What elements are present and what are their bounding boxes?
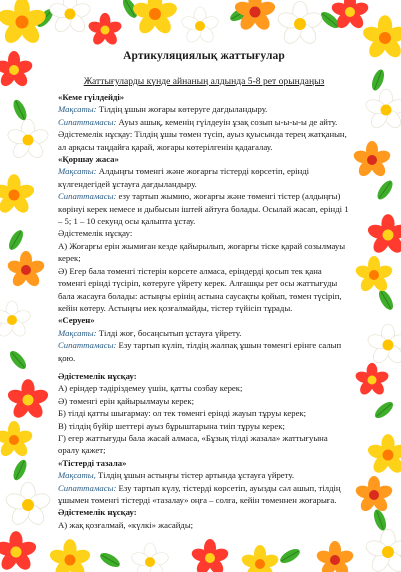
method-item: Г) егер жаттығуды бала жасай алмаса, «Бұзық тілді жазала» жаттығуына оралу қажет; — [58, 432, 328, 456]
purpose-text: Тілдің ұшын жоғары көтеруге дағдыландыру. — [96, 104, 268, 115]
exercise-title: «Серуен» — [58, 315, 95, 326]
exercise-purpose — [58, 469, 350, 481]
description-text: Ауыз ашық, кеменің гүілдеуін ұзақ созып ы-ы-ы-ы де айту. — [116, 116, 338, 127]
purpose-text: Тілді жоғ, босаңсытып ұстауға үйрету. — [96, 327, 242, 338]
description-label: Сипаттамасы: — [58, 482, 117, 493]
exercise-method: Ә) Егер бала төменгі тістерін көрсете алмаса, еріндерді қосып тек қана төменгі ерінді түсіріп, көтеруге үйрету керек. Алғашқы рет осы жаттығуды бала жасауға болады: астыңғы ерінің астына саусақты қойып, төмен түсіріп, кейін көтеру. Астыңғы иек қозғалмайды, тістер түйісіп тұрады. — [58, 265, 342, 313]
exercise-title: «Тістерді тазала» — [58, 457, 127, 468]
page-subtitle: Жаттығуларды күнде айнаның алдында 5-8 рет орындаңыз — [83, 76, 325, 87]
method-label: Әдістемелік нұсқау: — [58, 370, 137, 381]
purpose-label: Мақсаты: — [58, 104, 97, 115]
exercise-description — [58, 482, 350, 507]
exercise-description — [58, 339, 350, 364]
document-body — [58, 91, 350, 531]
method-item: В) тілдің бүйір шеттері ауыз бұрыштарына тиіп тұруы керек; — [58, 420, 285, 431]
method-item: Ә) төменгі ерін қайырылмауы керек; — [58, 395, 195, 406]
exercise-method: Әдістемелік нұсқау: Тілдің ұшы төмен түсіп, ауыз қуысында терең жатқанын, ал арқасы таңдайға қарай, жоғары көтерілгенін қадағалау. — [58, 129, 347, 152]
exercise-title: «Кеме гүілдейді» — [58, 92, 125, 102]
purpose-label: Мақсаты: — [58, 327, 97, 338]
purpose-label: Мақсаты, — [58, 470, 96, 481]
method-label: Әдістемелік нұсқау: — [58, 228, 133, 239]
purpose-label: Мақсаты: — [58, 166, 97, 177]
exercise-method: А) жақ қозғалмай, «күлкі» жасайды; — [58, 519, 194, 530]
method-item: Б) тілді қатты шығармау: ол тек төменгі ерінді жауып тұруы керек; — [58, 408, 307, 419]
method-item: А) еріндер тәдіріздемеу үшін, қатты созбау керек; — [58, 383, 243, 394]
exercise-title: «Қоршау жаса» — [58, 154, 119, 165]
exercise-purpose — [58, 103, 350, 115]
description-text: езу тартып жымию, жоғарғы және төменгі тістер (алдыңғы) көрінуі керек немесе и дыбысын іштей айтуға болады. Осылай жасап, ерінді 1 – 5; 1 – 10 секунд осы қалыпта ұстау. — [58, 191, 349, 227]
page-title: Артикуляциялық жаттығулар — [123, 50, 285, 62]
document-page — [56, 48, 352, 572]
method-label: Әдістемелік нұсқау: — [58, 507, 137, 518]
exercise-purpose — [58, 327, 350, 339]
description-text: Езу тартып күлу, тістерді көрсетіп, ауызды сәл ашып, тілдің ұшымен төменгі тістерді «тазалау» оңға – солға, кейін төменнен жоғарыға. — [58, 482, 341, 505]
description-label: Сипаттамасы: — [58, 116, 117, 127]
exercise-description — [58, 116, 350, 128]
purpose-text: Алдыңғы төменгі және жоғарғы тістерді көрсетіп, ерінді күлгендегідей ұстауға дағдыландыру. — [58, 166, 310, 189]
exercise-description — [58, 190, 350, 227]
purpose-text: Тілдің ұшын астыңғы тістер артында ұстауға үйрету. — [95, 470, 294, 481]
exercise-purpose — [58, 165, 350, 190]
description-text: Езу тартып күліп, тілдің жалпақ ұшын төменгі ерінге салып қою. — [58, 340, 342, 363]
description-label: Сипаттамасы: — [58, 191, 117, 202]
description-label: Сипаттамасы: — [58, 340, 117, 351]
exercise-method: А) Жоғарғы ерін жымиған кезде қайырылып, жоғарғы тіске қарай созылмауы керек; — [58, 240, 346, 264]
